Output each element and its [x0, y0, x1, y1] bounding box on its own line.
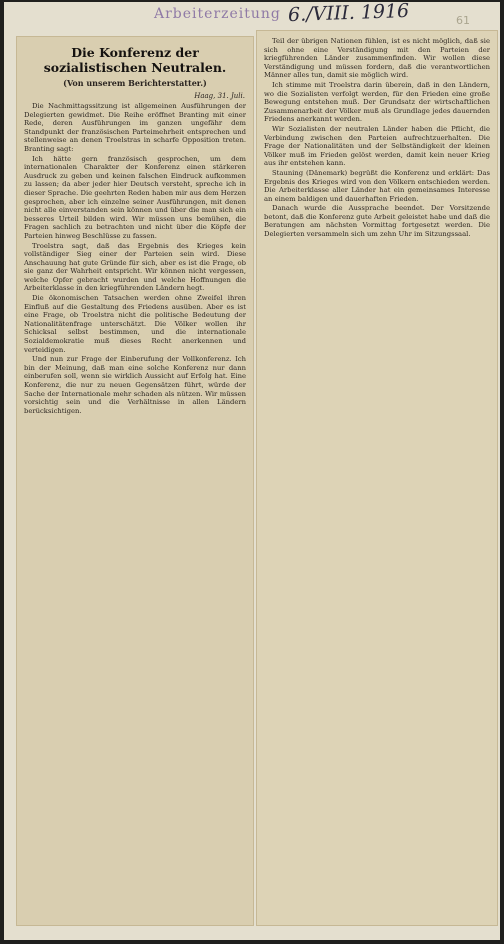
left-paragraph: Ich hätte gern französisch gesprochen, um dem internationalen Charakter der Konferenz einen stärkeren Ausdruck zu geben und keinen falschen Eindruck aufkommen zu lassen; da aber jeder hier Deutsch versteht, spreche ich in dieser Sprache. Die geehrten Reden haben mir aus dem Herzen gesprochen, aber ich einzelne seiner Ausführungen, mit denen nicht alle einverstanden sein können und über die man sich ein besseres Urteil bilden wird. Wir müssen uns bemühen, die Fragen sachlich zu betrachten und nicht über die Köpfe der Parteien hinweg Beschlüsse zu fassen.	[24, 154, 246, 240]
handwritten-date: 6./VIII. 1916	[287, 0, 410, 27]
left-paragraph: Und nun zur Frage der Einberufung der Vollkonferenz. Ich bin der Meinung, daß man eine solche Konferenz nur dann einberufen soll, wenn sie wirklich Aussicht auf Erfolg hat. Eine Konferenz, die nur zu neuen Gegensätzen führt, würde der Sache der Internationale mehr schaden als nützen. Wir müssen vorsichtig sein und die Verhältnisse in allen Ländern berücksichtigen.	[24, 355, 246, 415]
clipping-left-column	[16, 36, 254, 926]
left-paragraph: Die Nachmittagssitzung ist allgemeinen Ausführungen der Delegierten gewidmet. Die Reihe eröffnet Branting mit einer Rede, deren Ausführungen im ganzen ungefähr dem Standpunkt der französischen Parteimehrheit entsprechen und stellenweise an denen Troelstras in scharfe Opposition treten. Branting sagt:	[24, 102, 246, 153]
article-byline: (Von unserem Berichterstatter.)	[63, 78, 207, 88]
right-paragraph: Teil der übrigen Nationen fühlen, ist es nicht möglich, daß sie sich ohne eine Verständigung mit den Parteien der kriegführenden Länder zusammenfinden. Wir wollen diese Verständigung und müssen fordern, daß die verantwortlichen Männer alles tun, damit sie möglich wird.	[264, 37, 490, 80]
right-paragraph: Wir Sozialisten der neutralen Länder haben die Pflicht, die Verbindung zwischen den Parteien aufrechtzuerhalten. Die Frage der Nationalitäten und der Selbständigkeit der kleinen Völker muß im Frieden gelöst werden, damit kein neuer Krieg aus ihr entstehen kann.	[264, 124, 490, 168]
clipping-right-column	[256, 30, 498, 926]
newspaper-masthead: Arbeiterzeitung	[154, 6, 281, 22]
left-paragraph: Troelstra sagt, daß das Ergebnis des Krieges kein vollständiger Sieg einer der Parteien sein wird. Diese Anschauung hat gute Gründe für sich, aber es ist die Frage, ob sie ganz der Wahrheit entspricht. Wir können nicht vergessen, welche Opfer gebracht wurden und welche Hoffnungen die Arbeiterklasse in den kriegführenden Ländern hegt.	[24, 241, 246, 293]
handwritten-mark: 61	[456, 14, 470, 27]
left-paragraph: Die ökonomischen Tatsachen werden ohne Zweifel ihren Einfluß auf die Gestaltung des Friedens ausüben. Aber es ist eine Frage, ob Troelstra nicht die politische Bedeutung der Nationalitätenfrage unterschätzt. Die Völker wollen ihr Schicksal selbst bestimmen, und die internationale Sozialdemokratie muß dieses Recht anerkennen und verteidigen.	[24, 294, 246, 354]
right-column-text	[257, 31, 497, 239]
left-column-text	[17, 102, 253, 415]
right-paragraph: Stauning (Dänemark) begrüßt die Konferenz und erklärt: Das Ergebnis des Krieges wird von den Völkern entschieden werden. Die Arbeiterklasse aller Länder hat ein gemeinsames Interesse an einem baldigen und dauerhaften Frieden.	[264, 168, 490, 203]
right-paragraph: Ich stimme mit Troelstra darin überein, daß in den Ländern, wo die Sozialisten verfolgt werden, für den Frieden eine große Bewegung entstehen muß. Der Grundsatz der wirtschaftlichen Zusammenarbeit der Völker muß als Grundlage jedes dauernden Friedens anerkannt werden.	[264, 80, 490, 124]
article-headline: Die Konferenz der sozialistischen Neutralen.	[43, 45, 227, 75]
right-paragraph: Danach wurde die Aussprache beendet. Der Vorsitzende betont, daß die Konferenz gute Arbeit geleistet habe und daß die Beratungen am nächsten Vormittag fortgesetzt werden. Die Delegierten versammeln sich um zehn Uhr im Sitzungssaal.	[264, 204, 490, 239]
scan-background	[4, 2, 500, 940]
article-dateline: Haag, 31. Juli.	[194, 92, 245, 100]
